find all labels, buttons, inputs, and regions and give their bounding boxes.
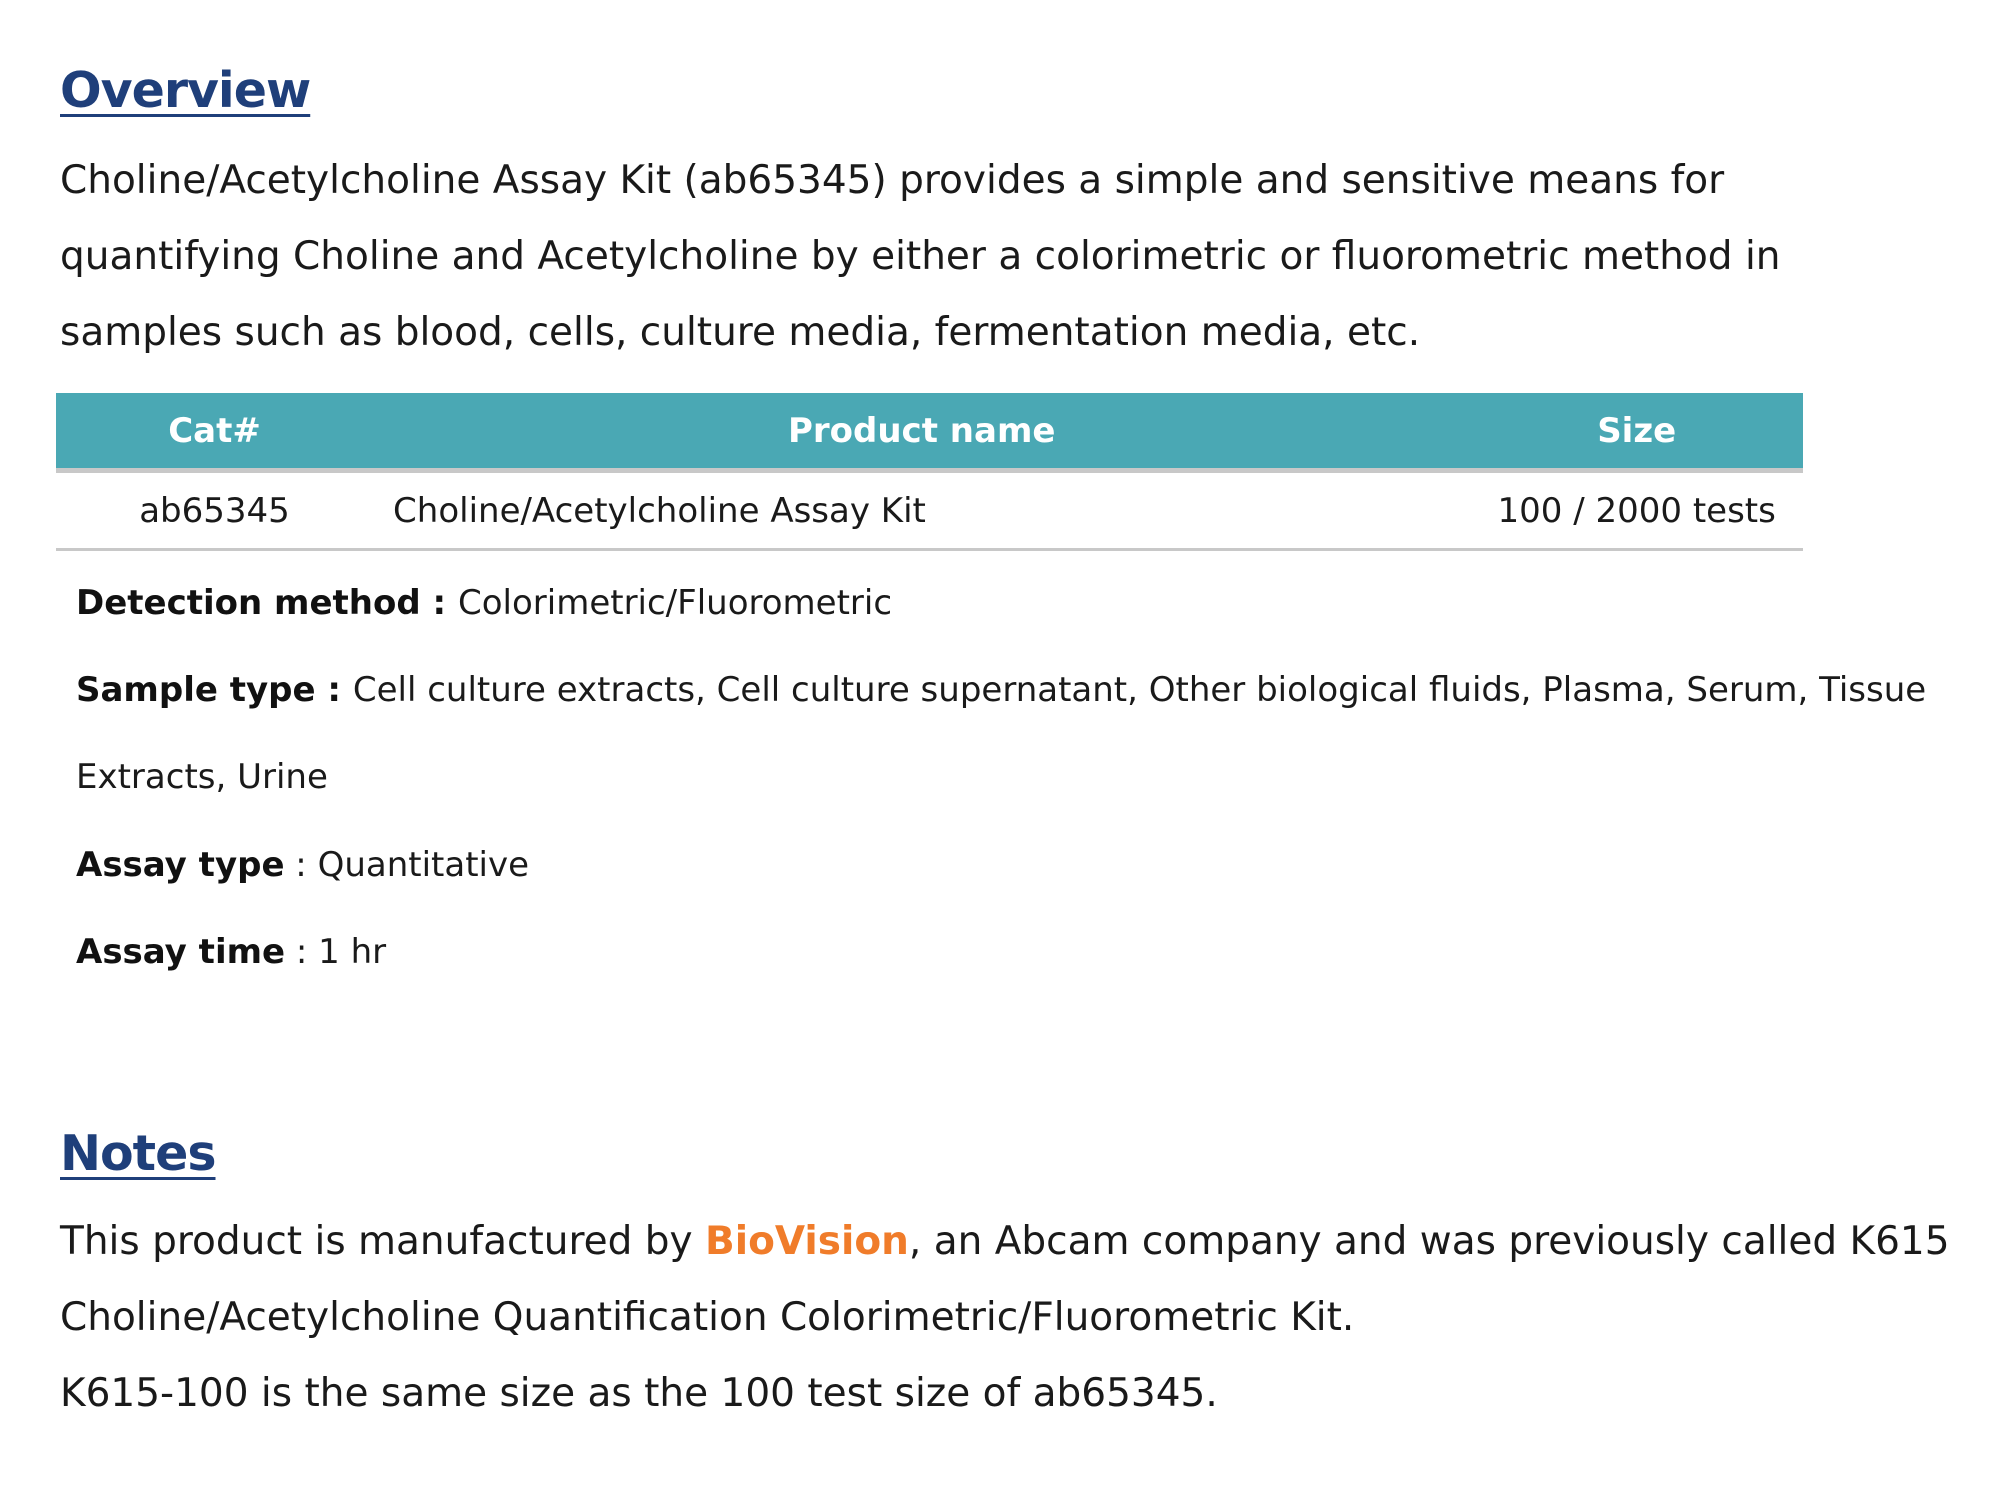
spec-detection-label: Detection method bbox=[76, 583, 421, 623]
table-row bbox=[56, 471, 1803, 550]
spec-sample-type: Sample type : Cell culture extracts, Cell culture supernatant, Other biological fluids, Plasma, Serum, Tissue Extracts, Urine bbox=[76, 670, 1927, 797]
cell-cat: ab65345 bbox=[56, 471, 373, 550]
product-table bbox=[56, 393, 1803, 551]
brand-name: BioVision bbox=[705, 1219, 909, 1264]
spec-assay-time: Assay time : 1 hr bbox=[76, 932, 387, 972]
spec-assay-type: Assay type : Quantitative bbox=[76, 845, 530, 885]
notes-prefix: This product is manufactured by bbox=[60, 1219, 706, 1264]
spec-assay-time-value: 1 hr bbox=[318, 932, 387, 972]
notes-line-1 bbox=[60, 1204, 1960, 1356]
spec-assay-type-label: Assay type bbox=[76, 845, 285, 885]
notes-heading: Notes bbox=[60, 1125, 216, 1182]
spec-assay-time-label: Assay time bbox=[76, 932, 286, 972]
notes-body bbox=[60, 1204, 1960, 1432]
notes-line-2: K615-100 is the same size as the 100 test size of ab65345. bbox=[60, 1371, 1218, 1416]
overview-description: Choline/Acetylcholine Assay Kit (ab65345) provides a simple and sensitive means for quantifying Choline and Acetylcholine by either a colorimetric or fluorometric method in samples such as blood, cells, culture media, fermentation media, etc. bbox=[60, 158, 1781, 355]
overview-heading: Overview bbox=[60, 62, 311, 119]
header-size: Size bbox=[1470, 393, 1803, 471]
notes-suffix: , an Abcam company and was previously called K615 Choline/Acetylcholine Quantification Colorimetric/Fluorometric Kit. bbox=[60, 1219, 1950, 1340]
header-product-name: Product name bbox=[373, 393, 1470, 471]
spec-sample-label: Sample type bbox=[76, 670, 316, 710]
spec-assay-type-value: Quantitative bbox=[317, 845, 530, 885]
spec-detection-value: Colorimetric/Fluorometric bbox=[457, 583, 893, 623]
spec-detection-method: Detection method : Colorimetric/Fluorometric bbox=[76, 583, 893, 623]
cell-product-name: Choline/Acetylcholine Assay Kit bbox=[373, 471, 1470, 550]
header-cat: Cat# bbox=[56, 393, 373, 471]
spec-sample-value: Cell culture extracts, Cell culture supernatant, Other biological fluids, Plasma, Serum, Tissue Extracts, Urine bbox=[76, 670, 1927, 797]
table-header-row bbox=[56, 393, 1803, 471]
cell-size: 100 / 2000 tests bbox=[1470, 471, 1803, 550]
